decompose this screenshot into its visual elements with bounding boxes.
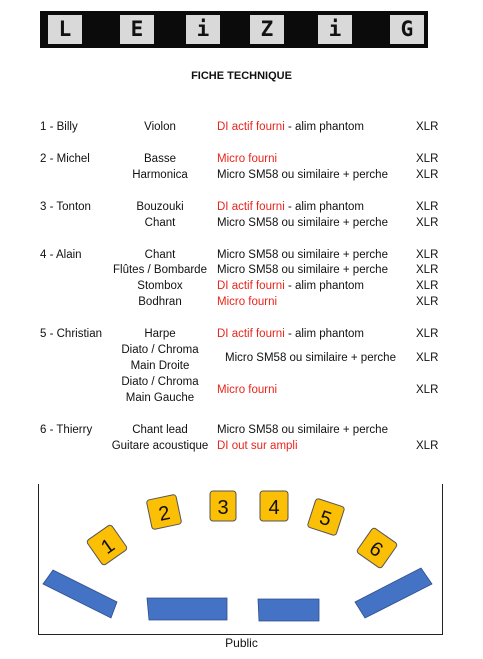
connector: XLR [416,352,439,364]
equipment [225,350,396,366]
table-row [0,352,483,374]
equipment-note: Micro SM58 ou similaire + perche [217,217,388,229]
instrument: Bouzouki [136,201,184,213]
equipment [217,215,388,231]
instrument: Harmonica [132,169,188,181]
table-row [0,167,483,183]
position-1 [86,524,128,566]
connector: XLR [416,217,439,229]
riser-left [43,570,117,618]
musician-name: 6 - Thierry [40,424,93,436]
connector: XLR [416,280,439,292]
equipment-note: Micro SM58 ou similaire + perche [217,424,388,436]
equipment [217,151,277,167]
musician-name: 4 - Alain [40,249,82,261]
table-row [0,422,483,438]
table-row [0,199,483,215]
connector: XLR [416,384,439,396]
instrument: Main Gauche [125,392,195,404]
equipment [217,167,388,183]
table-row [0,326,483,342]
equipment-note: Micro SM58 ou similaire + perche [217,264,388,276]
riser-center-left [147,598,227,620]
equipment [217,294,277,310]
equipment-provided: DI actif fourni [217,328,285,340]
table-row [0,278,483,294]
stage-plot [38,484,443,635]
table-row [0,247,483,263]
equipment-note: Micro SM58 ou similaire + perche [217,249,388,261]
logo-letter-i2: i [318,15,352,44]
equipment-provided: DI out sur ampli [217,440,298,452]
equipment-provided: Micro fourni [217,296,278,308]
instrument: Diato / Chroma [121,344,199,356]
connector: XLR [416,121,439,133]
equipment [217,119,364,135]
equipment-provided: DI actif fourni [217,121,285,133]
instrument: Harpe [144,328,176,340]
equipment [217,438,298,454]
connector: XLR [416,153,439,165]
equipment [217,199,364,215]
logo-letter-g: G [390,15,424,44]
equipment-provided: DI actif fourni [217,280,285,292]
logo-letter-e: E [120,15,154,44]
connector: XLR [416,201,439,213]
equipment-provided: Micro fourni [217,384,278,396]
equipment-provided: Micro fourni [217,153,278,165]
page-title: FICHE TECHNIQUE [191,70,292,82]
riser-right [355,568,432,618]
position-1-label: 1 [97,534,120,559]
position-5 [307,498,345,536]
table-row [0,294,483,310]
stage-diagram [39,484,442,634]
connector: XLR [416,440,439,452]
position-5-label: 5 [316,506,335,532]
table-row [0,262,483,278]
equipment-note: Micro SM58 ou similaire + perche [217,169,388,181]
musician-name: 3 - Tonton [40,201,91,213]
position-2-label: 2 [156,502,173,526]
table-row [0,119,483,135]
logo-letter-i: i [186,15,220,44]
risers [43,568,432,621]
equipment-note: - alim phantom [284,201,365,213]
equipment [217,262,388,278]
equipment [217,326,364,342]
riser-center-right [258,599,319,621]
musician-name: 5 - Christian [40,328,102,340]
instrument: Chant [144,217,176,229]
logo-letter-l: L [48,15,82,44]
equipment-note: - alim phantom [284,280,365,292]
instrument: Basse [144,153,176,165]
audience-label: Public [225,636,258,650]
position-4-label: 4 [268,497,280,519]
connector: XLR [416,249,439,261]
table-row [0,215,483,231]
musician-name: 2 - Michel [40,153,90,165]
instrument: Chant [144,249,176,261]
logo-letter-z: Z [250,15,284,44]
position-2 [146,494,182,530]
equipment-provided: DI actif fourni [217,201,285,213]
position-3-label: 3 [217,497,229,519]
connector: XLR [416,169,439,181]
instrument: Bodhran [138,296,182,308]
position-6 [356,527,398,569]
musician-name: 1 - Billy [40,121,78,133]
table-row [0,151,483,167]
equipment [217,278,364,294]
instrument: Flûtes / Bombarde [113,264,207,276]
equipment [217,422,388,438]
equipment-note: Micro SM58 ou similaire + perche [225,352,396,364]
instrument: Chant lead [132,424,188,436]
instrument: Violon [144,121,176,133]
instrument: Stombox [137,280,183,292]
table-row [0,438,483,454]
instrument: Diato / Chroma [121,376,199,388]
instrument: Main Droite [130,360,190,372]
equipment [217,382,277,398]
instrument: Guitare acoustique [111,440,209,452]
equipment-note: - alim phantom [284,121,365,133]
equipment [217,247,388,263]
position-4 [260,491,288,521]
table-row [0,384,483,406]
connector: XLR [416,296,439,308]
position-6-label: 6 [364,537,387,562]
equipment-note: - alim phantom [284,328,365,340]
position-3 [210,491,236,521]
connector: XLR [416,328,439,340]
logo-banner [40,11,428,48]
connector: XLR [416,264,439,276]
